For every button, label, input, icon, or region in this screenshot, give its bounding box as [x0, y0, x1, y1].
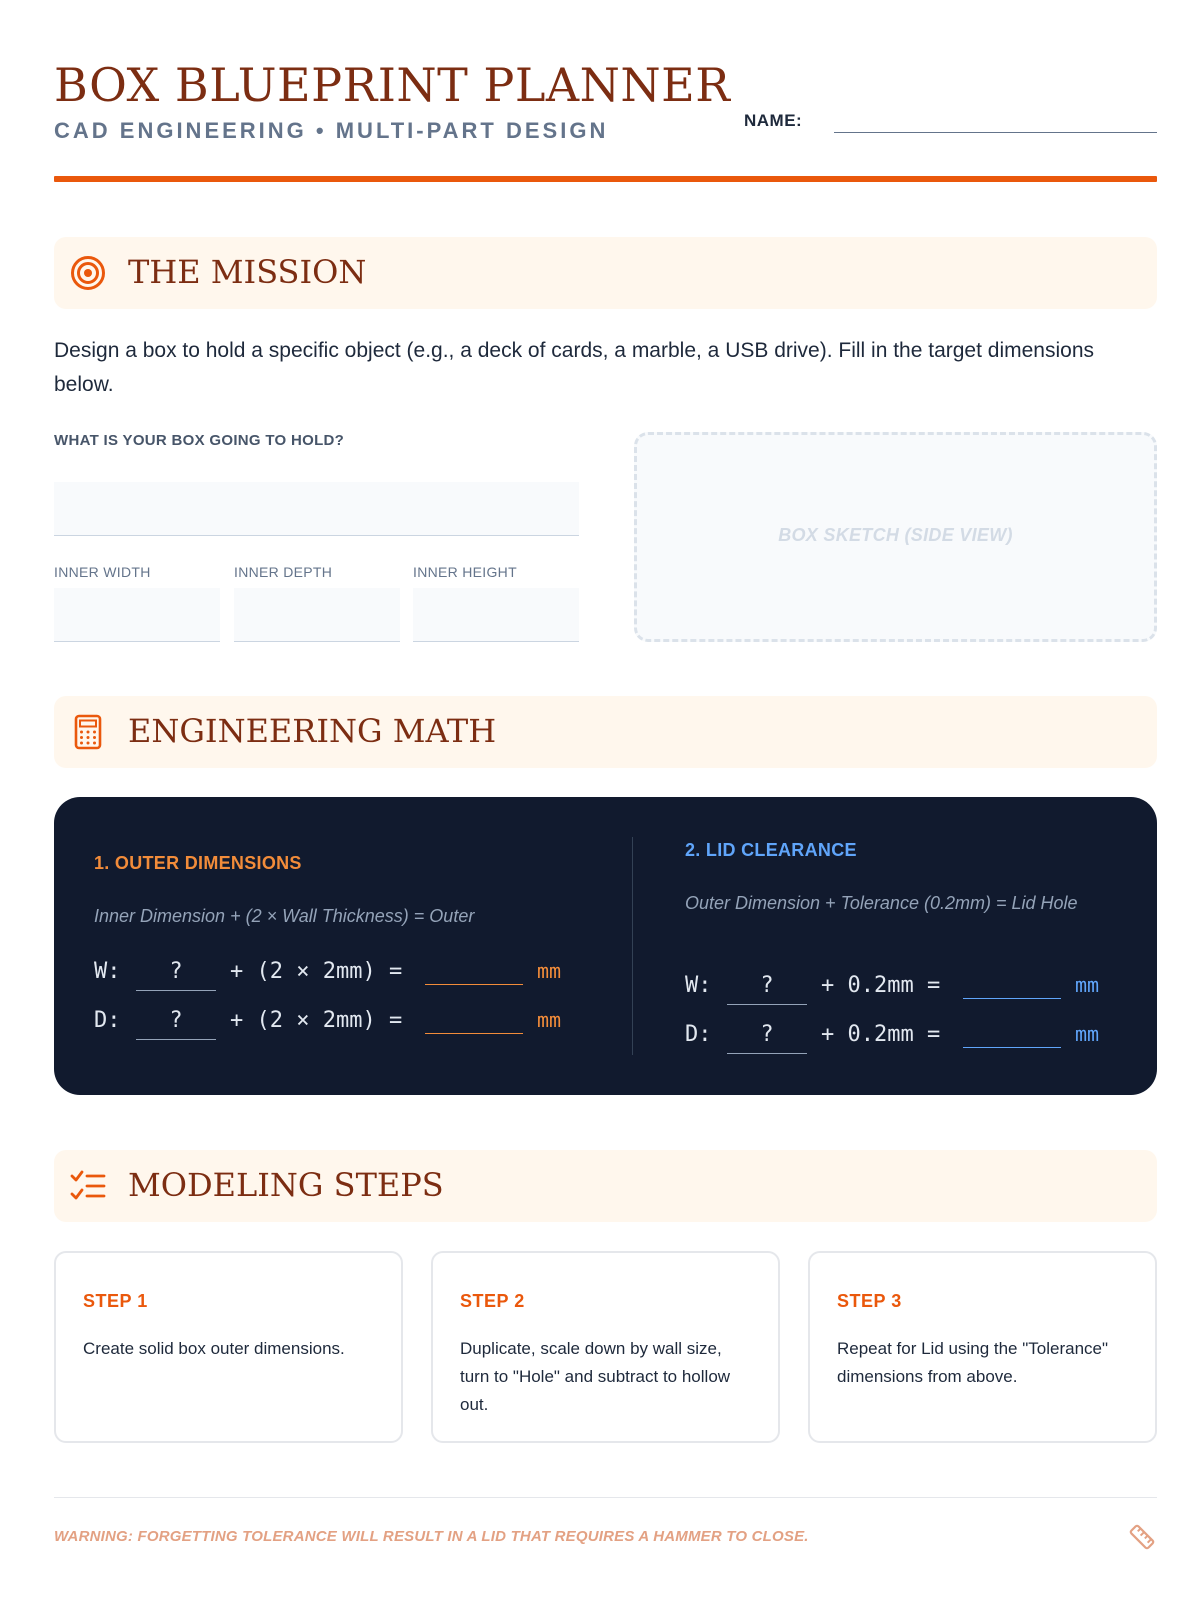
- step-title: STEP 3: [837, 1291, 902, 1311]
- operation-text: + (2 × 2mm) =: [230, 959, 403, 984]
- footer-divider: [54, 1497, 1157, 1498]
- outer-depth-answer[interactable]: [425, 1008, 523, 1034]
- warning-text: WARNING: FORGETTING TOLERANCE WILL RESULT IN A LID THAT REQUIRES A HAMMER TO CLOSE.: [54, 1528, 809, 1545]
- section-header-math: [54, 696, 1157, 768]
- step-text: Repeat for Lid using the "Tolerance" dimensions from above.: [837, 1339, 1109, 1386]
- inner-height-input[interactable]: [413, 588, 579, 642]
- section-header-mission: [54, 237, 1157, 309]
- row-label: W:: [685, 973, 712, 998]
- row-label: D:: [94, 1008, 121, 1033]
- page-subtitle: CAD ENGINEERING • MULTI-PART DESIGN: [54, 118, 609, 143]
- name-label: NAME:: [744, 111, 803, 130]
- lid-depth-row: [685, 1014, 1125, 1056]
- unit-label: mm: [1075, 973, 1100, 997]
- unit-label: mm: [537, 1008, 562, 1032]
- header-divider: [54, 176, 1157, 182]
- name-field[interactable]: [834, 132, 1157, 133]
- row-label: D:: [685, 1022, 712, 1047]
- section-title: THE MISSION: [128, 253, 367, 291]
- unit-label: mm: [1075, 1022, 1100, 1046]
- outer-width-answer[interactable]: [425, 959, 523, 985]
- object-input[interactable]: [54, 482, 579, 536]
- step-card-1: [54, 1251, 403, 1443]
- engineering-math-panel: [54, 797, 1157, 1095]
- operation-text: + 0.2mm =: [821, 973, 941, 998]
- lid-formula: Outer Dimension + Tolerance (0.2mm) = Lid Hole: [685, 893, 1078, 913]
- inner-width-input[interactable]: [54, 588, 220, 642]
- object-question-label: WHAT IS YOUR BOX GOING TO HOLD?: [54, 432, 345, 449]
- lid-width-input[interactable]: ?: [727, 965, 807, 1005]
- sketch-placeholder: BOX SKETCH (SIDE VIEW): [778, 525, 1013, 545]
- header: [54, 58, 1157, 182]
- ruler-icon: [1127, 1522, 1157, 1552]
- step-text: Create solid box outer dimensions.: [83, 1339, 345, 1358]
- checklist-icon: [70, 1168, 106, 1204]
- outer-depth-input[interactable]: ?: [136, 1000, 216, 1040]
- operation-text: + 0.2mm =: [821, 1022, 941, 1047]
- row-label: W:: [94, 959, 121, 984]
- lid-clearance-heading: 2. LID CLEARANCE: [685, 840, 857, 860]
- box-sketch-area[interactable]: [634, 432, 1157, 642]
- page-title: BOX BLUEPRINT PLANNER: [54, 58, 731, 112]
- outer-formula: Inner Dimension + (2 × Wall Thickness) = Outer: [94, 906, 475, 926]
- outer-width-row: [94, 951, 574, 993]
- outer-depth-row: [94, 1000, 574, 1042]
- inner-depth-input[interactable]: [234, 588, 400, 642]
- step-text: Duplicate, scale down by wall size, turn to "Hole" and subtract to hollow out.: [460, 1339, 731, 1414]
- target-icon: [70, 255, 106, 291]
- lid-depth-input[interactable]: ?: [727, 1014, 807, 1054]
- step-title: STEP 1: [83, 1291, 148, 1311]
- operation-text: + (2 × 2mm) =: [230, 1008, 403, 1033]
- section-title: ENGINEERING MATH: [128, 712, 497, 750]
- unit-label: mm: [537, 959, 562, 983]
- section-header-steps: [54, 1150, 1157, 1222]
- lid-width-row: [685, 965, 1125, 1007]
- column-divider: [632, 837, 633, 1055]
- outer-width-input[interactable]: ?: [136, 951, 216, 991]
- mission-description: Design a box to hold a specific object (e.g., a deck of cards, a marble, a USB drive). Fill in the target dimensions below.: [54, 339, 1095, 396]
- section-title: MODELING STEPS: [128, 1166, 444, 1204]
- step-card-2: [431, 1251, 780, 1443]
- inner-width-label: INNER WIDTH: [54, 564, 151, 580]
- calculator-icon: [70, 714, 106, 750]
- inner-depth-label: INNER DEPTH: [234, 564, 333, 580]
- step-card-3: [808, 1251, 1157, 1443]
- step-title: STEP 2: [460, 1291, 525, 1311]
- lid-width-answer[interactable]: [963, 973, 1061, 999]
- inner-height-label: INNER HEIGHT: [413, 564, 517, 580]
- lid-depth-answer[interactable]: [963, 1022, 1061, 1048]
- outer-dimensions-heading: 1. OUTER DIMENSIONS: [94, 853, 302, 873]
